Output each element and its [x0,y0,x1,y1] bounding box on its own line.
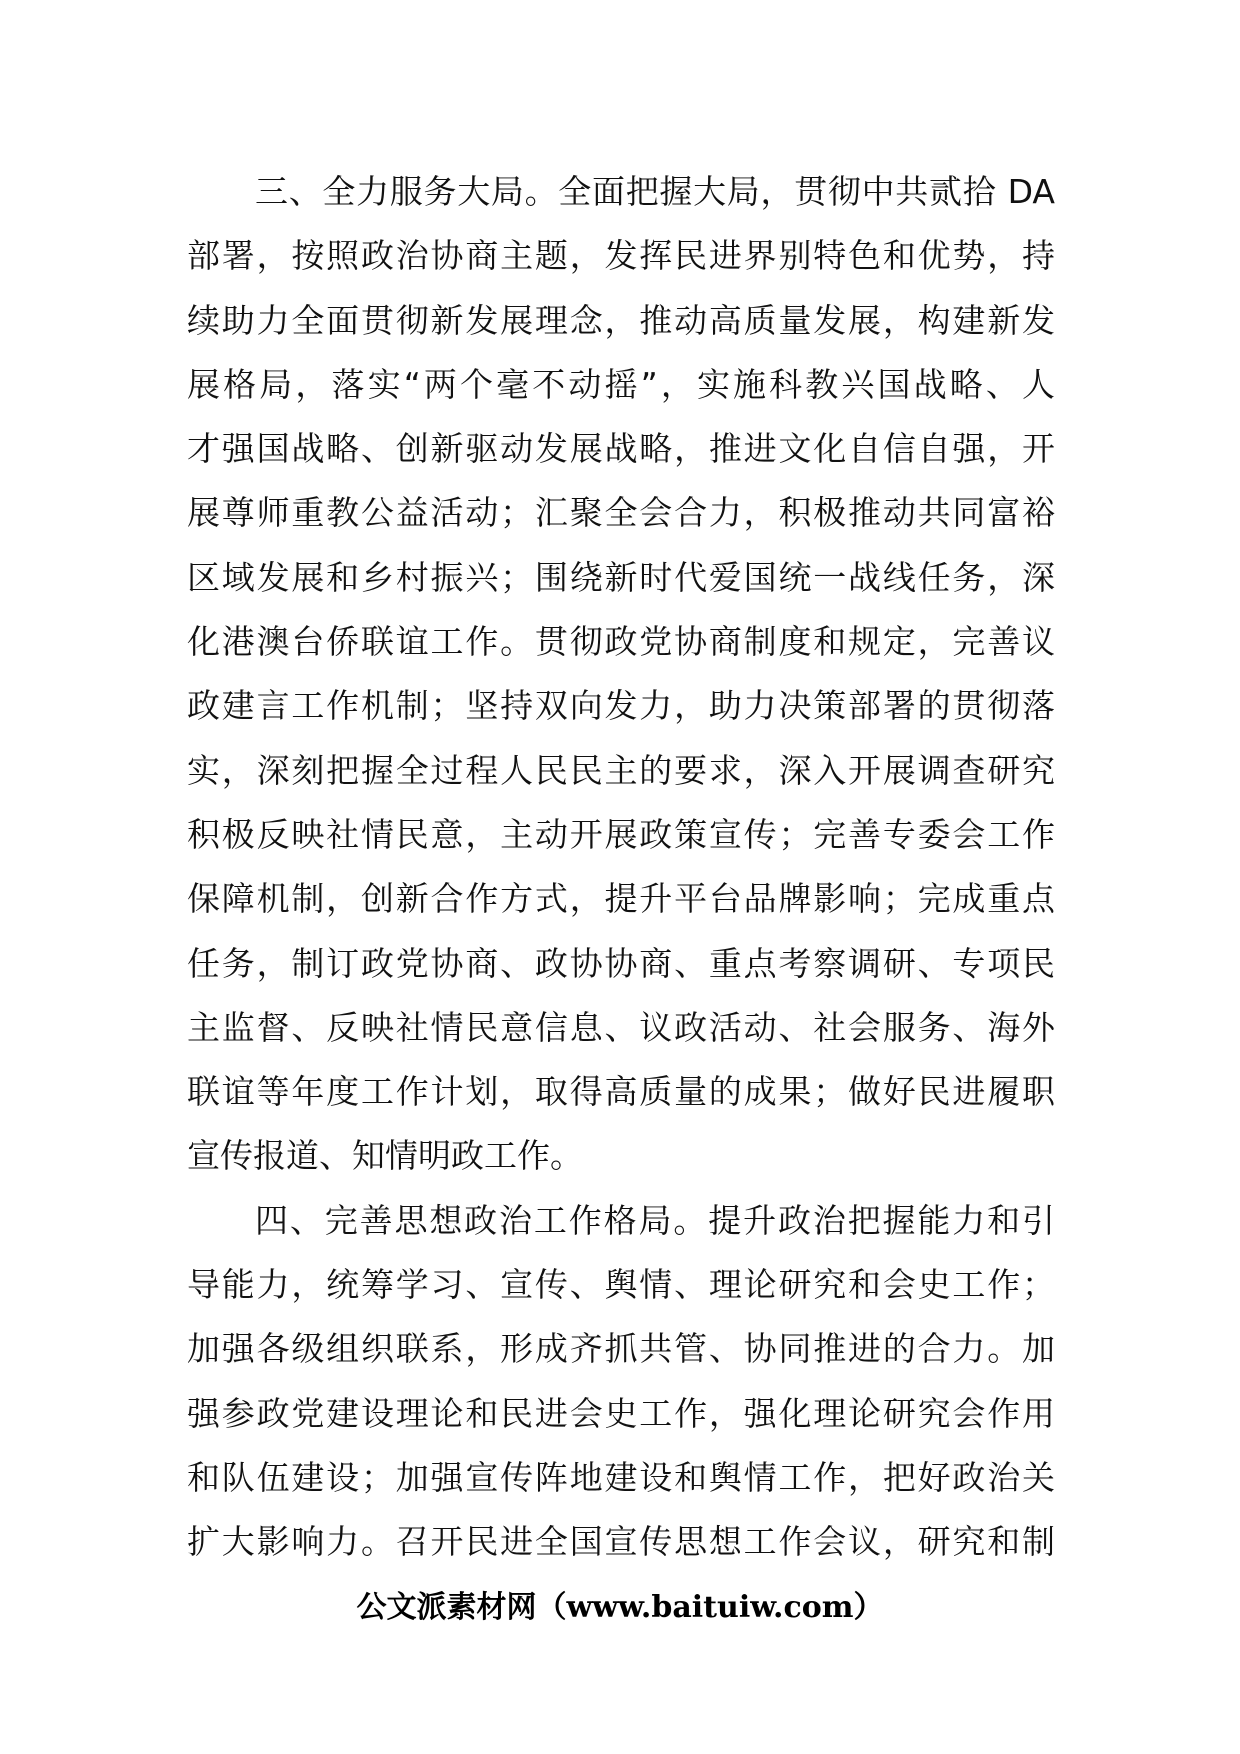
text-line: 扩大影响力。召开民进全国宣传思想工作会议，研究和制 [187,1522,1055,1562]
paragraph-4 [187,1189,1055,1575]
text-line: 政建言工作机制；坚持双向发力，助力决策部署的贯彻落 [187,686,1055,726]
text-line: 联谊等年度工作计划，取得高质量的成果；做好民进履职 [187,1072,1055,1112]
text-line: 部署，按照政治协商主题，发挥民进界别特色和优势，持 [187,236,1055,276]
paragraph-3 [187,160,1055,1189]
text-line: 导能力，统筹学习、宣传、舆情、理论研究和会史工作； [187,1265,1055,1305]
text-line: 任务，制订政党协商、政协协商、重点考察调研、专项民 [187,943,1055,983]
text-line: 四、完善思想政治工作格局。提升政治把握能力和引 [255,1200,1055,1240]
text-line: 宣传报道、知情明政工作。 [187,1136,583,1176]
text-line: 和队伍建设；加强宣传阵地建设和舆情工作，把好政治关 [187,1457,1055,1497]
body-text [187,160,1055,1575]
text-line: 积极反映社情民意，主动开展政策宣传；完善专委会工作 [187,814,1055,854]
text-line: 展格局，落实“两个毫不动摇”，实施科教兴国战略、人 [187,364,1055,404]
footer-watermark: 公文派素材网（www.baituiw.com） [356,1590,884,1625]
text-line: 三、全力服务大局。全面把握大局，贯彻中共贰拾 DA [255,172,1055,211]
text-line: 续助力全面贯彻新发展理念，推动高质量发展，构建新发 [187,300,1055,340]
text-line: 化港澳台侨联谊工作。贯彻政党协商制度和规定，完善议 [187,622,1055,662]
text-line: 强参政党建设理论和民进会史工作，强化理论研究会作用 [187,1393,1055,1433]
text-line: 加强各级组织联系，形成齐抓共管、协同推进的合力。加 [187,1329,1055,1369]
text-line: 展尊师重教公益活动；汇聚全会合力，积极推动共同富裕 [187,493,1055,533]
text-line: 才强国战略、创新驱动发展战略，推进文化自信自强，开 [187,429,1055,469]
text-line: 保障机制，创新合作方式，提升平台品牌影响；完成重点 [187,879,1055,919]
text-line: 实，深刻把握全过程人民民主的要求，深入开展调查研究 [187,750,1055,790]
text-line: 区域发展和乡村振兴；围绕新时代爱国统一战线任务，深 [187,557,1055,597]
text-line: 主监督、反映社情民意信息、议政活动、社会服务、海外 [187,1007,1055,1047]
